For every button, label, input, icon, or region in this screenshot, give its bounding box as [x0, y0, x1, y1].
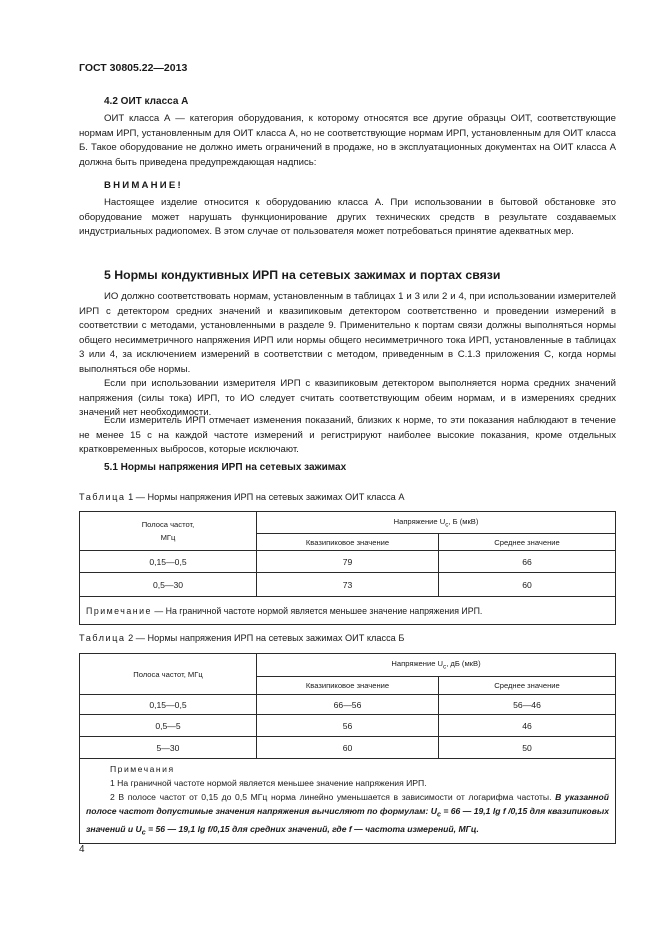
table-1-caption	[79, 492, 404, 502]
table-2-note-2-plain: 2 В полосе частот от 0,15 до 0,5 МГц норма линейно уменьшается в зависимости от логарифма частоты.	[110, 792, 556, 802]
section-4-2-paragraph: ОИТ класса А — категория оборудования, к которому относятся все другие образцы ОИТ, соответствующие нормам ИРП, установленным для ОИТ класса А, но не соответствующие нормам ИРП, установленным для ОИТ класса Б. Такое оборудование не должно иметь ограничений в продаже, но в эксплуатационных документах на ОИТ класса А должна быть приведена предупреждающая надпись:	[79, 113, 616, 168]
table-2-r1-band: 0,15—0,5	[80, 695, 257, 715]
table-1-voltage-sub: с	[445, 521, 449, 529]
section-5-title: 5 Нормы кондуктивных ИРП на сетевых зажимах и портах связи	[104, 268, 501, 282]
table-2-r3-qp: 60	[257, 737, 439, 759]
table-2-band-header: Полоса частот, МГц	[80, 654, 257, 695]
table-2-avg-header: Среднее значение	[439, 677, 616, 695]
table-2-note-2-formula-c: = 56 — 19,1 lg f/0,15 для средних значений, где f — частота измерений, МГц.	[145, 823, 479, 834]
table-1	[79, 511, 616, 625]
table-1-voltage-header	[257, 512, 616, 534]
table-row	[80, 737, 616, 759]
table-row	[80, 573, 616, 597]
table-row	[80, 695, 616, 715]
table-2-r2-avg: 46	[439, 715, 616, 737]
section-5-1-title: 5.1 Нормы напряжения ИРП на сетевых зажимах	[104, 462, 347, 473]
section-4-2-title: 4.2 ОИТ класса А	[104, 96, 189, 107]
table-1-note-label: Примечание	[86, 605, 152, 616]
table-1-band-header-line1: Полоса частот,	[141, 520, 195, 529]
table-2-notes	[80, 759, 616, 844]
table-1-avg-header: Среднее значение	[439, 534, 616, 551]
table-1-r1-qp: 79	[257, 551, 439, 573]
table-2	[79, 653, 616, 844]
table-2-voltage-unit: , дБ (мкВ)	[446, 659, 481, 669]
table-1-r1-band: 0,15—0,5	[80, 551, 257, 573]
page-number: 4	[79, 844, 85, 855]
document-header: ГОСТ 30805.22—2013	[79, 62, 188, 74]
table-1-qp-header: Квазипиковое значение	[257, 534, 439, 551]
table-2-note-2-sub-2: c	[141, 828, 146, 837]
table-2-voltage-header	[257, 654, 616, 677]
table-2-r2-band: 0,5—5	[80, 715, 257, 737]
table-1-note-text: — На граничной частоте нормой является меньшее значение напряжения ИРП.	[151, 605, 483, 616]
table-1-note	[80, 597, 616, 625]
table-2-notes-label: Примечания	[110, 764, 175, 774]
table-1-r1-avg: 66	[439, 551, 616, 573]
table-2-note-1: 1 На граничной частоте нормой является меньшее значение напряжения ИРП.	[110, 778, 427, 788]
table-2-r2-qp: 56	[257, 715, 439, 737]
table-1-r2-avg: 60	[439, 573, 616, 597]
table-1-r2-qp: 73	[257, 573, 439, 597]
table-1-voltage-unit: , Б (мкВ)	[448, 516, 479, 526]
table-2-r1-qp: 66—56	[257, 695, 439, 715]
table-2-r3-band: 5—30	[80, 737, 257, 759]
table-2-note-2-formula-b: = 66 — 19,1 lg f /0,15 для квазипиковых значений и U	[86, 806, 609, 834]
table-2-caption-prefix: Таблица	[79, 633, 126, 643]
warning-text: Настоящее изделие относится к оборудованию класса А. При использовании в бытовой обстановке это оборудование может нарушать функционирование других технических средств в результате создаваемых индустриальных радиопомех. В этом случае от пользователя может потребоваться принятие адекватных мер.	[79, 197, 616, 237]
table-1-caption-text: 1 — Нормы напряжения ИРП на сетевых зажимах ОИТ класса А	[128, 492, 405, 502]
table-2-qp-header: Квазипиковое значение	[257, 677, 439, 695]
table-1-caption-prefix: Таблица	[79, 492, 126, 502]
table-1-band-header-line2: МГц	[160, 533, 176, 542]
table-2-r1-avg: 56—46	[439, 695, 616, 715]
table-row	[80, 551, 616, 573]
table-2-r3-avg: 50	[439, 737, 616, 759]
table-2-caption	[79, 633, 404, 643]
section-5-paragraph-1: ИО должно соответствовать нормам, установленным в таблицах 1 и 3 или 2 и 4, при использовании измерителей ИРП с детектором средних значений и квазипиковым детектором соответственно и проведении измерений в соответствии с методами, установленными в разделе 9. Применительно к портам связи должны выполняться нормы общего несимметричного напряжения ИРП или нормы общего несимметричного тока ИРП, установленные в таблицах 3 или 4, за исключением измерений в соответствии с методом, приведенным в С.1.3 приложения С, когда нормы выполняться обе нормы.	[79, 291, 616, 375]
table-2-voltage-sub: с	[443, 663, 447, 671]
warning-title: ВНИМАНИЕ!	[104, 180, 183, 191]
table-1-band-header	[80, 512, 257, 551]
table-2-note-2	[86, 790, 609, 839]
table-2-note-2-formula-a: В указанной полосе частот допустимые значения напряжения вычисляют по формулам: U	[86, 792, 609, 816]
section-5-paragraph-3: Если измеритель ИРП отмечает изменения показаний, близких к норме, то эти показания наблюдают в течение не менее 15 с на каждой частоте измерений и регистрируют наиболее высокие показания, кроме отдельных кратковременных выбросов, которые исключают.	[79, 415, 616, 455]
table-2-note-2-sub-1: c	[436, 810, 441, 819]
table-1-r2-band: 0,5—30	[80, 573, 257, 597]
table-2-caption-text: 2 — Нормы напряжения ИРП на сетевых зажимах ОИТ класса Б	[128, 633, 405, 643]
table-1-voltage-header-text: Напряжение U	[393, 516, 446, 526]
section-5-paragraph-2: Если при использовании измерителя ИРП с квазипиковым детектором выполняется норма средних значений напряжения (силы тока) ИРП, то ИО следует считать соответствующим обеим нормам, и в измерениях средних значений нет необходимости.	[79, 378, 616, 418]
table-row	[80, 715, 616, 737]
table-2-voltage-header-text: Напряжение U	[391, 659, 444, 669]
